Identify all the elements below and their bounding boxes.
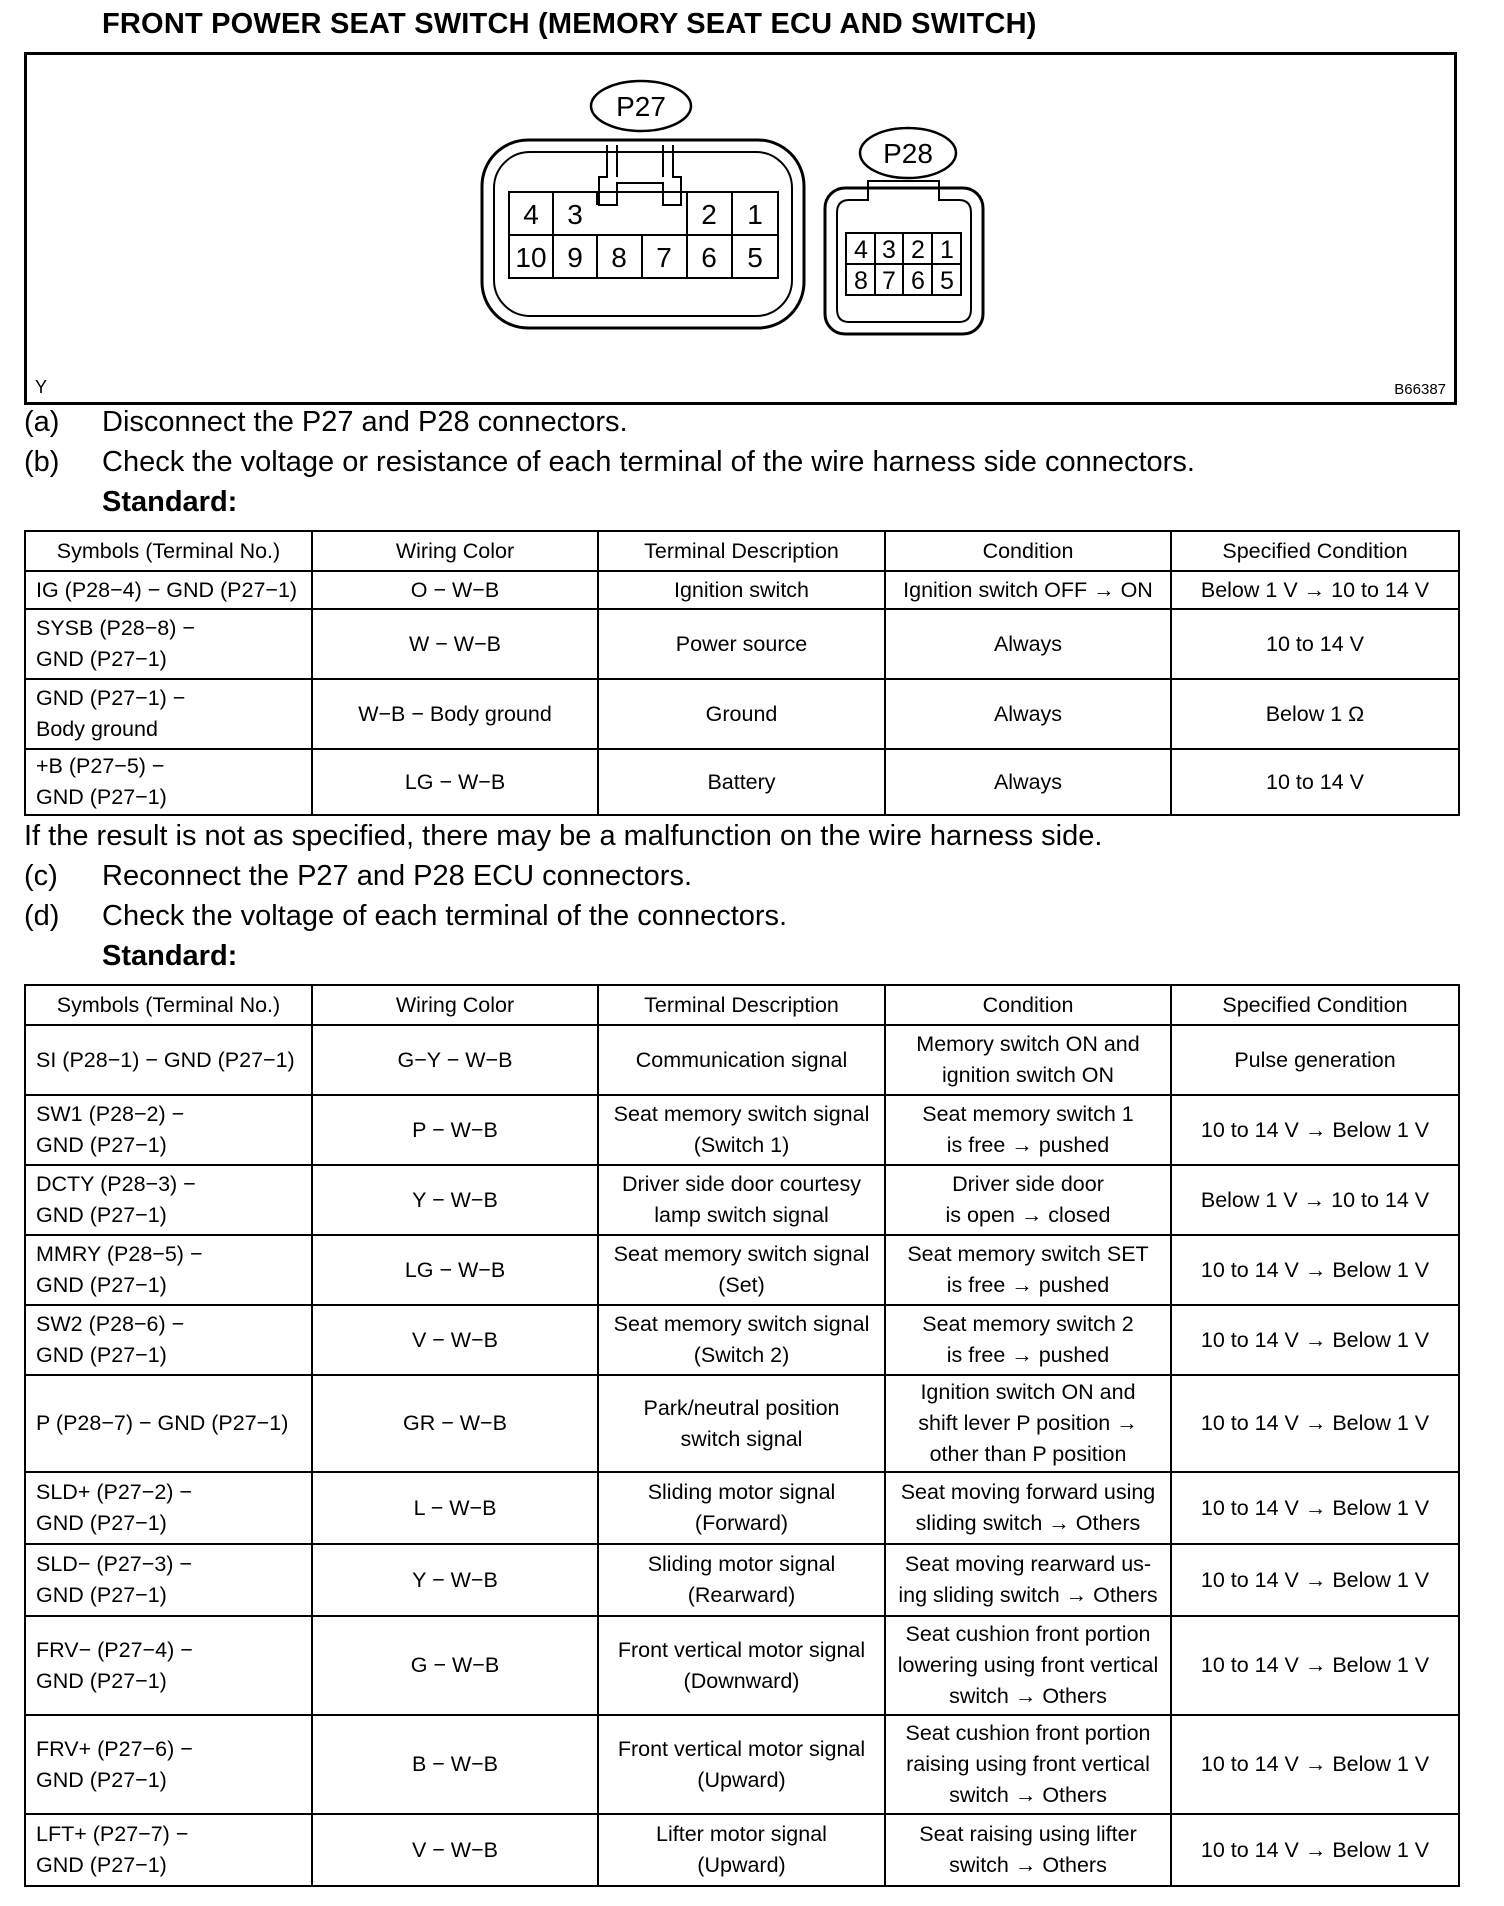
wiring-color-cell: L − W−B [312,1472,598,1544]
result-note: If the result is not as specified, there may be a malfunction on the wire harness side. [24,820,1103,852]
header-cell: Terminal Description [598,531,885,571]
condition-cell: Seat cushion front portion lowering using front vertical switch → Others [885,1616,1171,1715]
wiring-color-cell: G−Y − W−B [312,1025,598,1095]
condition-cell: Always [885,609,1171,679]
step-label: (b) [24,446,60,478]
step-text: Disconnect the P27 and P28 connectors. [102,406,628,438]
figure-code: B66387 [1394,381,1446,398]
symbol-cell: IG (P28−4) − GND (P27−1) [25,571,312,609]
header-cell: Specified Condition [1171,985,1459,1025]
header-cell: Wiring Color [312,985,598,1025]
condition-cell: Ignition switch OFF → ON [885,571,1171,609]
specified-condition-cell: 10 to 14 V → Below 1 V [1171,1235,1459,1305]
specified-condition-cell: 10 to 14 V → Below 1 V [1171,1616,1459,1715]
symbol-cell: SYSB (P28−8) − GND (P27−1) [25,609,312,679]
header-cell: Symbols (Terminal No.) [25,985,312,1025]
condition-cell: Seat memory switch 1 is free → pushed [885,1095,1171,1165]
harness-check-table [24,530,1460,816]
table-row [25,1165,1459,1235]
specified-condition-cell: Below 1 V → 10 to 14 V [1171,1165,1459,1235]
table-row [25,1375,1459,1472]
step-c [24,858,692,894]
p27-pin: 6 [701,242,717,273]
step-text: Check the voltage or resistance of each terminal of the wire harness side connectors. [102,446,1195,478]
description-cell: Sliding motor signal (Rearward) [598,1544,885,1616]
table-header-row [25,531,1459,571]
p28-pin: 8 [854,267,868,295]
p28-label: P28 [883,138,933,169]
wiring-color-cell: W − W−B [312,609,598,679]
p27-pin: 10 [515,242,547,273]
step-text: Check the voltage of each terminal of the connectors. [102,900,788,932]
table-row [25,1095,1459,1165]
standard-label-1: Standard: [102,486,238,518]
condition-cell: Seat raising using lifter switch → Others [885,1814,1171,1886]
specified-condition-cell: 10 to 14 V [1171,609,1459,679]
description-cell: Driver side door courtesy lamp switch signal [598,1165,885,1235]
condition-cell: Ignition switch ON and shift lever P position → other than P position [885,1375,1171,1472]
header-cell: Symbols (Terminal No.) [25,531,312,571]
p28-pin: 5 [940,267,954,295]
wiring-color-cell: Y − W−B [312,1165,598,1235]
connector-figure [24,52,1457,405]
step-b [24,444,1195,480]
p28-pin: 2 [911,236,925,264]
description-cell: Ground [598,679,885,749]
condition-cell: Seat cushion front portion raising using front vertical switch → Others [885,1715,1171,1814]
symbol-cell: SLD+ (P27−2) − GND (P27−1) [25,1472,312,1544]
description-cell: Lifter motor signal (Upward) [598,1814,885,1886]
condition-cell: Seat moving forward using sliding switch → Others [885,1472,1171,1544]
p27-pin: 4 [523,199,539,230]
wiring-color-cell: LG − W−B [312,1235,598,1305]
description-cell: Battery [598,749,885,815]
symbol-cell: SI (P28−1) − GND (P27−1) [25,1025,312,1095]
p28-pin: 6 [911,267,925,295]
condition-cell: Always [885,679,1171,749]
header-cell: Condition [885,531,1171,571]
table-row [25,1544,1459,1616]
symbol-cell: LFT+ (P27−7) − GND (P27−1) [25,1814,312,1886]
wiring-color-cell: P − W−B [312,1095,598,1165]
description-cell: Sliding motor signal (Forward) [598,1472,885,1544]
wiring-color-cell: Y − W−B [312,1544,598,1616]
wiring-color-cell: G − W−B [312,1616,598,1715]
condition-cell: Seat memory switch SET is free → pushed [885,1235,1171,1305]
p27-pin: 2 [701,199,717,230]
condition-cell: Always [885,749,1171,815]
wiring-color-cell: B − W−B [312,1715,598,1814]
wiring-color-cell: GR − W−B [312,1375,598,1472]
step-a [24,404,628,440]
p27-pin: 8 [611,242,627,273]
wiring-color-cell: W−B − Body ground [312,679,598,749]
specified-condition-cell: 10 to 14 V → Below 1 V [1171,1305,1459,1375]
page-title: FRONT POWER SEAT SWITCH (MEMORY SEAT ECU AND SWITCH) [102,8,1037,40]
description-cell: Seat memory switch signal (Switch 1) [598,1095,885,1165]
symbol-cell: SW1 (P28−2) − GND (P27−1) [25,1095,312,1165]
symbol-cell: FRV− (P27−4) − GND (P27−1) [25,1616,312,1715]
table-row [25,749,1459,815]
description-cell: Front vertical motor signal (Downward) [598,1616,885,1715]
symbol-cell: DCTY (P28−3) − GND (P27−1) [25,1165,312,1235]
description-cell: Communication signal [598,1025,885,1095]
specified-condition-cell: 10 to 14 V → Below 1 V [1171,1715,1459,1814]
wiring-color-cell: LG − W−B [312,749,598,815]
wiring-color-cell: V − W−B [312,1814,598,1886]
table-row [25,1814,1459,1886]
condition-cell: Seat moving rearward us- ing sliding switch → Others [885,1544,1171,1616]
specified-condition-cell: Below 1 Ω [1171,679,1459,749]
specified-condition-cell: 10 to 14 V [1171,749,1459,815]
condition-cell: Driver side door is open → closed [885,1165,1171,1235]
table-row [25,571,1459,609]
table-row [25,679,1459,749]
description-cell: Seat memory switch signal (Set) [598,1235,885,1305]
p27-pin: 7 [656,242,672,273]
table-header-row [25,985,1459,1025]
wiring-color-cell: V − W−B [312,1305,598,1375]
symbol-cell: +B (P27−5) − GND (P27−1) [25,749,312,815]
step-d [24,898,787,934]
p27-latch [599,145,681,205]
symbol-cell: SW2 (P28−6) − GND (P27−1) [25,1305,312,1375]
p28-pin: 1 [940,236,954,264]
symbol-cell: SLD− (P27−3) − GND (P27−1) [25,1544,312,1616]
symbol-cell: GND (P27−1) − Body ground [25,679,312,749]
p27-pin: 3 [567,199,583,230]
specified-condition-cell: 10 to 14 V → Below 1 V [1171,1472,1459,1544]
specified-condition-cell: 10 to 14 V → Below 1 V [1171,1544,1459,1616]
connector-diagram [27,55,1454,402]
standard-label-2: Standard: [102,940,238,972]
specified-condition-cell: 10 to 14 V → Below 1 V [1171,1814,1459,1886]
description-cell: Park/neutral position switch signal [598,1375,885,1472]
figure-corner-label: Y [35,377,48,397]
description-cell: Ignition switch [598,571,885,609]
step-label: (d) [24,900,60,932]
step-label: (c) [24,860,58,892]
header-cell: Condition [885,985,1171,1025]
condition-cell: Memory switch ON and ignition switch ON [885,1025,1171,1095]
connector-voltage-table [24,984,1460,1887]
table-row [25,1616,1459,1715]
symbol-cell: FRV+ (P27−6) − GND (P27−1) [25,1715,312,1814]
p27-pin: 5 [747,242,763,273]
table-row [25,1715,1459,1814]
p28-pin: 7 [882,267,896,295]
p27-label: P27 [616,91,666,122]
condition-cell: Seat memory switch 2 is free → pushed [885,1305,1171,1375]
symbol-cell: MMRY (P28−5) − GND (P27−1) [25,1235,312,1305]
header-cell: Terminal Description [598,985,885,1025]
specified-condition-cell: 10 to 14 V → Below 1 V [1171,1095,1459,1165]
table-row [25,1305,1459,1375]
header-cell: Wiring Color [312,531,598,571]
p28-pin: 4 [854,236,868,264]
p28-pin: 3 [882,236,896,264]
symbol-cell: P (P28−7) − GND (P27−1) [25,1375,312,1472]
p27-pin: 1 [747,199,763,230]
p27-pin: 9 [567,242,583,273]
specified-condition-cell: Below 1 V → 10 to 14 V [1171,571,1459,609]
description-cell: Front vertical motor signal (Upward) [598,1715,885,1814]
description-cell: Seat memory switch signal (Switch 2) [598,1305,885,1375]
header-cell: Specified Condition [1171,531,1459,571]
specified-condition-cell: Pulse generation [1171,1025,1459,1095]
wiring-color-cell: O − W−B [312,571,598,609]
specified-condition-cell: 10 to 14 V → Below 1 V [1171,1375,1459,1472]
step-text: Reconnect the P27 and P28 ECU connectors. [102,860,693,892]
description-cell: Power source [598,609,885,679]
table-row [25,1472,1459,1544]
table-row [25,1025,1459,1095]
step-label: (a) [24,406,60,438]
table-row [25,609,1459,679]
table-row [25,1235,1459,1305]
